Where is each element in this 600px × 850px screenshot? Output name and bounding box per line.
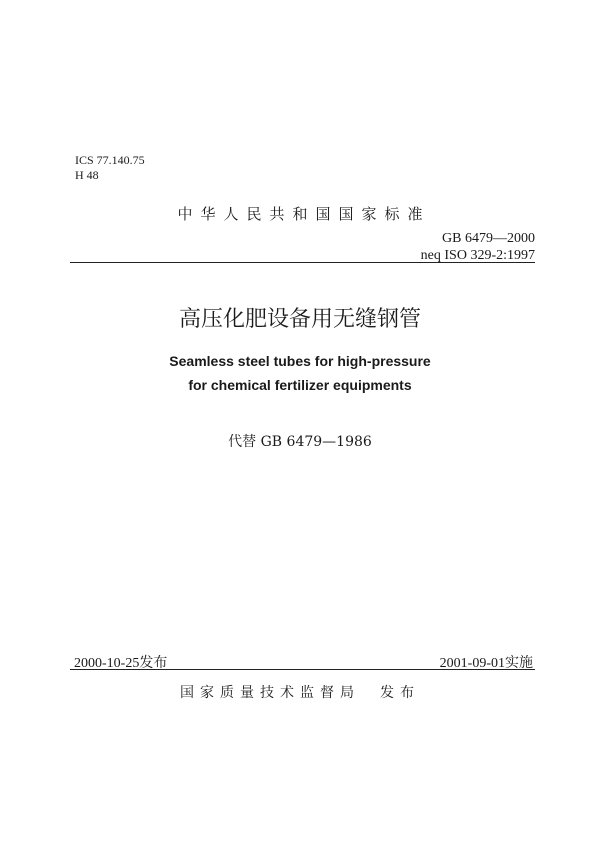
ics-code: ICS 77.140.75 [75,153,145,167]
ccs-code: H 48 [75,168,99,182]
replaces-standard: 代替 GB 6479—1986 [228,434,372,450]
national-standard-heading: 中华人民共和国国家标准 [177,205,431,223]
issue-date: 2000-10-25发布 [74,656,168,671]
title-english-line-1: Seamless steel tubes for high-pressure [169,353,431,369]
publisher: 国家质量技术监督局 发布 [180,685,420,701]
standard-number: GB 6479—2000 [442,231,535,246]
title-chinese: 高压化肥设备用无缝钢管 [178,307,421,332]
title-english-line-2: for chemical fertilizer equipments [188,377,412,393]
header-divider [70,262,535,263]
implementation-date: 2001-09-01实施 [439,656,533,671]
title-english [0,349,600,397]
footer-divider [70,669,535,670]
iso-reference: neq ISO 329-2:1997 [420,248,535,263]
